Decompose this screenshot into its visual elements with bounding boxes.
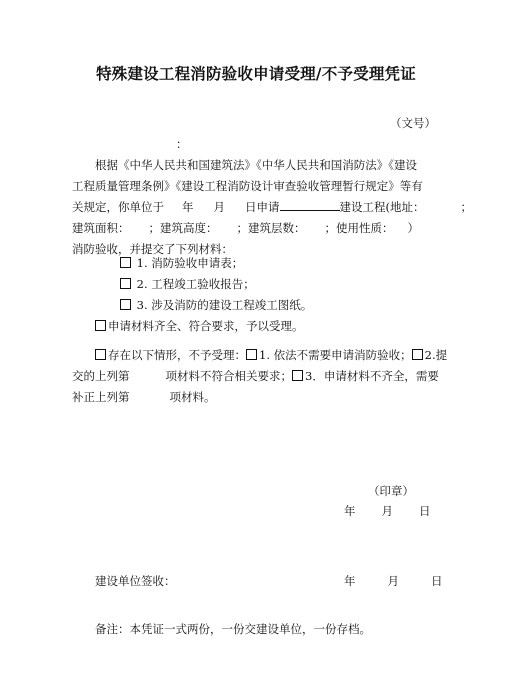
remarks-note: 备注：本凭证一式两份，一份交建设单位，一份存档。 [95, 622, 371, 636]
checkbox-reject-reason-2[interactable] [412, 349, 423, 360]
basis-line-3: 关规定，你单位于 年 月 日申请 建设工程(地址： ； [72, 200, 472, 214]
document-number: （文号） [390, 116, 436, 130]
material-item-1: 1. 消防验收申请表； [120, 255, 243, 271]
basis-line-1: 根据《中华人民共和国建筑法》《中华人民共和国消防法》《建设 [95, 158, 417, 172]
signature-label: 建设单位签收： [95, 574, 176, 588]
month-label: 月 [213, 200, 225, 214]
reject-line-3: 补正上列第 项材料。 [72, 390, 216, 404]
material-item-3: 3. 涉及消防的建设工程竣工图纸。 [120, 297, 312, 313]
floors-label: ；建筑层数： [236, 221, 306, 235]
checkbox-material-2[interactable] [120, 278, 131, 289]
year-label: 年 [182, 200, 194, 214]
accept-option: 申请材料齐全、符合要求，予以受理。 [95, 318, 304, 334]
project-name-blank[interactable] [280, 198, 340, 211]
material-item-2: 2. 工程竣工验收报告； [120, 276, 255, 292]
checkbox-reject-reason-1[interactable] [246, 349, 257, 360]
basis-line-2: 工程质量管理条例》《建设工程消防设计审查验收管理暂行规定》等有 [72, 179, 423, 193]
checkbox-material-3[interactable] [120, 299, 131, 310]
project-address-label: 建设工程(地址： [339, 200, 425, 214]
applied-on-label: 关规定，你单位于 [72, 200, 164, 214]
basis-paragraph [72, 155, 472, 260]
basis-line-4: 建筑面积： ；建筑高度： ；建筑层数： ；使用性质： ） [72, 221, 419, 235]
checkbox-accept[interactable] [95, 320, 106, 331]
seal-label: （印章） [368, 484, 414, 498]
area-label: 建筑面积： [72, 221, 130, 235]
day-applied-label: 日申请 [245, 200, 280, 214]
signature-date: 年 月 日 [344, 574, 443, 588]
issue-date: 年 月 日 [344, 504, 431, 518]
page-title: 特殊建设工程消防验收申请受理/不予受理凭证 [96, 64, 416, 83]
reject-line-2: 交的上列第 项材料不符合相关要求； 3．申请材料不齐全，需要 [72, 369, 439, 383]
height-label: ；建筑高度： [148, 221, 218, 235]
recipient-colon: ： [176, 137, 188, 151]
checkbox-reject[interactable] [95, 349, 106, 360]
checkbox-material-1[interactable] [120, 257, 131, 268]
reject-line-1: 存在以下情形，不予受理： 1. 依法不需要申请消防验收； 2.提 [95, 345, 447, 366]
use-label: ；使用性质： [324, 221, 394, 235]
checkbox-reject-reason-3[interactable] [292, 370, 303, 381]
basis-line-5: 消防验收，并提交了下列材料： [72, 242, 233, 256]
